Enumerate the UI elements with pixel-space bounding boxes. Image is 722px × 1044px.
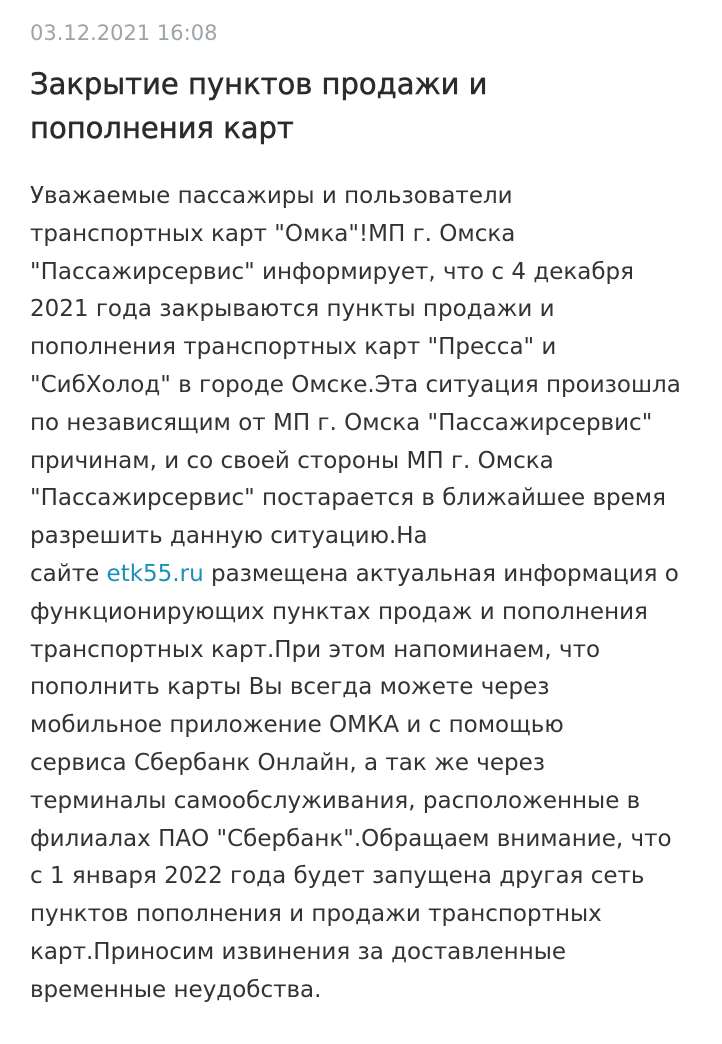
article-title-line: пополнения карт [30, 111, 294, 145]
article-title [30, 62, 690, 150]
body-line: сервиса Сбербанк Онлайн, а так же через [30, 749, 546, 776]
body-line: пунктов пополнения и продажи транспортных [30, 901, 602, 928]
body-line: разрешить данную ситуацию.На [30, 523, 428, 550]
body-line: карт.Приносим извинения за доставленные [30, 938, 567, 965]
etk55-link[interactable]: etk55.ru [106, 560, 204, 587]
body-line: транспортных карт.При этом напоминаем, что [30, 636, 601, 663]
body-line-with-link [30, 556, 722, 594]
publish-date: 03.12.2021 16:08 [30, 21, 218, 45]
article-body [30, 178, 722, 1010]
body-line: 2021 года закрываются пункты продажи и [30, 296, 555, 323]
body-line: мобильное приложение ОМКА и с помощью [30, 712, 564, 739]
body-line: временные неудобства. [30, 976, 322, 1003]
body-line: функционирующих пунктах продаж и пополнения [30, 598, 648, 625]
body-line: "СибХолод" в городе Омске.Эта ситуация произошла [30, 371, 681, 398]
article-title-line: Закрытие пунктов продажи и [30, 67, 488, 101]
body-line: транспортных карт "Омка"!МП г. Омска [30, 220, 516, 247]
body-text: размещена актуальная информация о [203, 560, 679, 587]
body-line: "Пассажирсервис" информирует, что с 4 декабря [30, 258, 634, 285]
body-line: пополнения транспортных карт "Пресса" и [30, 334, 557, 361]
body-line: "Пассажирсервис" постарается в ближайшее время [30, 485, 666, 512]
body-line: Уважаемые пассажиры и пользователи [30, 183, 513, 209]
body-line: по независящим от МП г. Омска "Пассажирсервис" [30, 409, 653, 436]
body-line: филиалах ПАО "Сбербанк".Обращаем внимание, что [30, 825, 672, 852]
body-line: пополнить карты Вы всегда можете через [30, 674, 550, 701]
body-line: с 1 января 2022 года будет запущена другая сеть [30, 863, 645, 890]
body-line: причинам, и со своей стороны МП г. Омска [30, 447, 554, 474]
body-text: сайте [30, 560, 107, 587]
body-line: терминалы самообслуживания, расположенные в [30, 787, 641, 814]
